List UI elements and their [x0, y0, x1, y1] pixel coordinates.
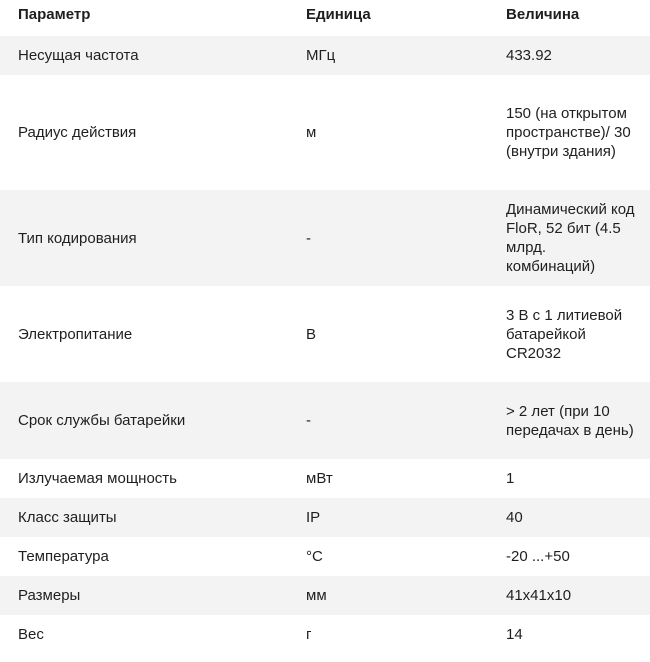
cell-value: -20 ...+50 — [488, 537, 650, 576]
header-value: Величина — [488, 0, 650, 36]
cell-parameter: Вес — [0, 615, 288, 654]
cell-parameter: Электропитание — [0, 286, 288, 382]
table-row — [0, 286, 650, 382]
cell-unit: - — [288, 190, 488, 286]
cell-value: 41x41x10 — [488, 576, 650, 615]
cell-value: 3 В с 1 литиевой батарейкой CR2032 — [488, 286, 650, 382]
table-row — [0, 190, 650, 286]
cell-unit: - — [288, 382, 488, 459]
header-row — [0, 0, 650, 36]
cell-unit: °С — [288, 537, 488, 576]
cell-value: 150 (на открытом пространстве)/ 30 (внутри здания) — [488, 75, 650, 190]
cell-parameter: Радиус действия — [0, 75, 288, 190]
table-header — [0, 0, 650, 36]
cell-unit: В — [288, 286, 488, 382]
header-parameter: Параметр — [0, 0, 288, 36]
cell-parameter: Срок службы батарейки — [0, 382, 288, 459]
cell-unit: мВт — [288, 459, 488, 498]
cell-unit: IP — [288, 498, 488, 537]
cell-value: 1 — [488, 459, 650, 498]
cell-parameter: Температура — [0, 537, 288, 576]
cell-unit: г — [288, 615, 488, 654]
table-body — [0, 36, 650, 654]
cell-value: 40 — [488, 498, 650, 537]
table-row — [0, 498, 650, 537]
header-unit: Единица — [288, 0, 488, 36]
cell-parameter: Несущая частота — [0, 36, 288, 75]
cell-value: > 2 лет (при 10 передачах в день) — [488, 382, 650, 459]
table-row — [0, 576, 650, 615]
cell-value: 433.92 — [488, 36, 650, 75]
table-row — [0, 382, 650, 459]
cell-unit: мм — [288, 576, 488, 615]
table-row — [0, 537, 650, 576]
cell-value: 14 — [488, 615, 650, 654]
cell-parameter: Тип кодирования — [0, 190, 288, 286]
cell-parameter: Излучаемая мощность — [0, 459, 288, 498]
table-row — [0, 615, 650, 654]
table-row — [0, 459, 650, 498]
table-row — [0, 36, 650, 75]
cell-unit: м — [288, 75, 488, 190]
cell-parameter: Размеры — [0, 576, 288, 615]
cell-value: Динамический код FloR, 52 бит (4.5 млрд. комбинаций) — [488, 190, 650, 286]
table-row — [0, 75, 650, 190]
cell-parameter: Класс защиты — [0, 498, 288, 537]
cell-unit: МГц — [288, 36, 488, 75]
